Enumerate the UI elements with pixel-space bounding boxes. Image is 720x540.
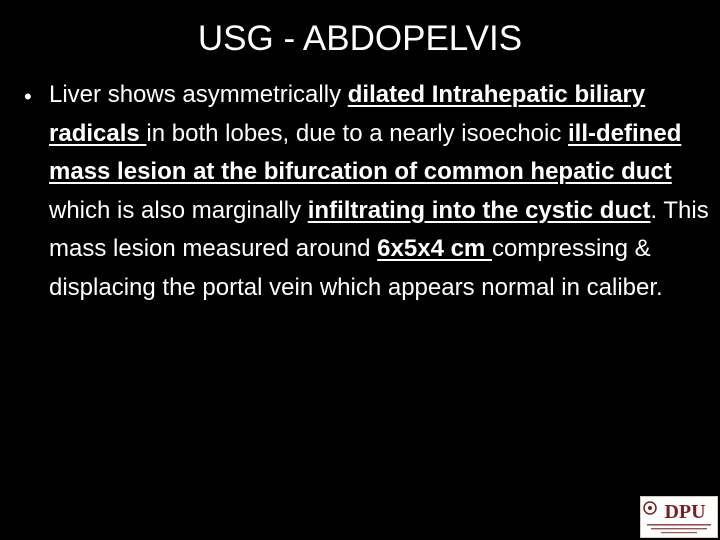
logo-graphic bbox=[641, 497, 717, 537]
dpu-logo-icon bbox=[640, 496, 718, 538]
slide-title: USG - ABDOPELVIS bbox=[197, 19, 523, 58]
svg-text:DPU: DPU bbox=[664, 501, 706, 523]
highlighted-text: ill-defined mass lesion at the bifurcation of common hepatic duct bbox=[49, 119, 682, 185]
highlighted-text: infiltrating into the cystic duct bbox=[307, 196, 651, 224]
text-segment: Liver shows asymmetrically bbox=[49, 81, 348, 108]
highlighted-text: 6x5x4 cm bbox=[377, 235, 492, 262]
bullet-marker: • bbox=[24, 84, 32, 109]
text-segment: which is also marginally bbox=[49, 196, 308, 224]
text-segment: in both lobes, due to a nearly isoechoic bbox=[146, 119, 569, 147]
text-segment: . This mass lesion measured around bbox=[49, 196, 709, 262]
bullet-text bbox=[49, 76, 715, 307]
highlighted-text: dilated Intrahepatic biliary radicals bbox=[49, 81, 646, 147]
text-segment: compressing & displacing the portal vein which appears normal in caliber. bbox=[49, 235, 663, 301]
